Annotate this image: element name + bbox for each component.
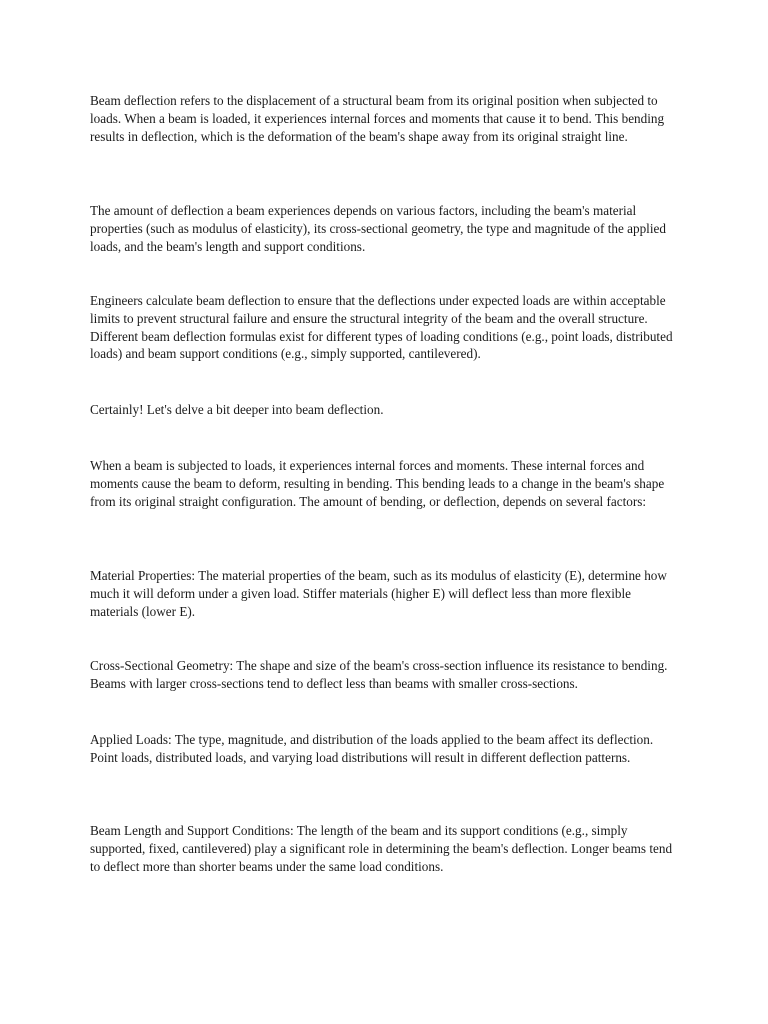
paragraph-deflection-factors: The amount of deflection a beam experiences depends on various factors, including the beam's material properties (such as modulus of elasticity), its cross-sectional geometry, the type and magnitude of the applied loads, and the beam's length and support conditions.: [90, 203, 666, 254]
paragraph-engineering-calculation: Engineers calculate beam deflection to ensure that the deflections under expected loads are within acceptable limits to prevent structural failure and ensure the structural integrity of the beam and the overall structure. Different beam deflection formulas exist for different types of loading conditions (e.g., point loads, distributed loads) and beam support conditions (e.g., simply supported, cantilevered).: [90, 293, 673, 362]
paragraph-length-support-conditions: Beam Length and Support Conditions: The length of the beam and its support conditions (e.g., simply supported, fixed, cantilevered) play a significant role in determining the beam's deflection. Longer beams tend to deflect more than shorter beams under the same load conditions.: [90, 823, 673, 874]
paragraph-applied-loads: Applied Loads: The type, magnitude, and distribution of the loads applied to the beam affect its deflection. Point loads, distributed loads, and varying load distributions will result in different deflection patterns.: [90, 732, 654, 765]
paragraph-material-properties: Material Properties: The material properties of the beam, such as its modulus of elasticity (E), determine how much it will deform under a given load. Stiffer materials (higher E) will deflect less than more flexible materials (lower E).: [90, 568, 667, 619]
paragraph-cross-sectional-geometry: Cross-Sectional Geometry: The shape and size of the beam's cross-section influence its resistance to bending. Beams with larger cross-sections tend to deflect less than beams with smaller cross-sections.: [90, 658, 668, 691]
paragraph-internal-forces: When a beam is subjected to loads, it experiences internal forces and moments. These internal forces and moments cause the beam to deform, resulting in bending. This bending leads to a change in the beam's shape from its original straight configuration. The amount of bending, or deflection, depends on several factors:: [90, 458, 665, 509]
paragraph-beam-deflection-definition: Beam deflection refers to the displacement of a structural beam from its original position when subjected to loads. When a beam is loaded, it experiences internal forces and moments that cause it to bend. This bending results in deflection, which is the deformation of the beam's shape away from its original straight line.: [90, 93, 665, 144]
paragraph-delve-deeper: Certainly! Let's delve a bit deeper into beam deflection.: [90, 402, 384, 417]
